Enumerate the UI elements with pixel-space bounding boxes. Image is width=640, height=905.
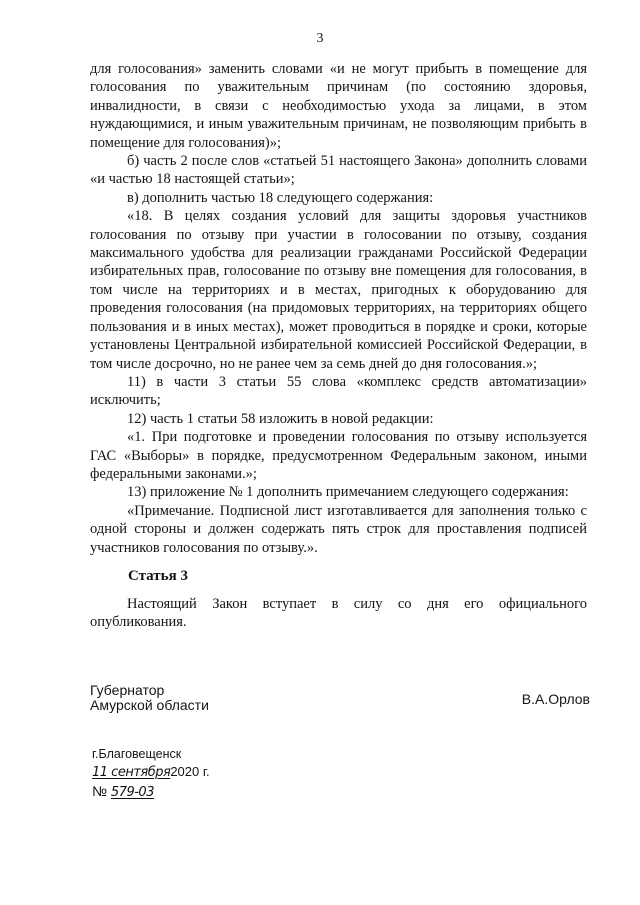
- paragraph: для голосования» заменить словами «и не могут прибыть в помещение для голосования по уважительным причинам (по состоянию здоровья, инвалидности, в связи с необходимостью ухода за лицами, в этом нуждающимися, и иным уважительным причинам, не позволяющим прибыть в помещение для голосования)»;: [90, 61, 587, 151]
- paragraph: «Примечание. Подписной лист изготавливается для заполнения только с одной стороны и должен содержать пять строк для проставления подписей участников голосования по отзыву.».: [90, 502, 587, 556]
- article-body: [90, 595, 587, 632]
- document-body: [90, 60, 587, 557]
- paragraph: «1. При подготовке и проведении голосования по отзыву используется ГАС «Выборы» в порядке, предусмотренном Федеральным законом, иными федеральными законами.»;: [90, 429, 587, 482]
- handwritten-date: 11 сентября: [92, 765, 171, 780]
- paragraph: 13) приложение № 1 дополнить примечанием следующего содержания:: [127, 484, 569, 501]
- article-heading: Статья 3: [128, 568, 188, 584]
- signature-title-line: Амурской области: [90, 697, 209, 713]
- paragraph: б) часть 2 после слов «статьей 51 настоящего Закона» дополнить словами «и частью 18 настоящей статьи»;: [90, 153, 587, 188]
- paragraph: в) дополнить частью 18 следующего содержания:: [127, 189, 434, 206]
- footer-number: [92, 782, 154, 802]
- number-prefix: №: [92, 783, 108, 799]
- footer-date: [92, 763, 210, 782]
- article-paragraph: Настоящий Закон вступает в силу со дня его официального опубликования.: [90, 596, 587, 631]
- paragraph: «18. В целях создания условий для защиты здоровья участников голосования по отзыву при участии в голосовании по отзыву, создания максимального удобства для реализации гражданами Российской Федерации избирательных прав, голосование по отзыву вне помещения для голосования, в том числе на территориях и в местах, пригодных к оборудованию для проведения голосования (на придомовых территориях, на территориях общего пользования и в иных местах), может проводиться в порядке и сроки, которые установлены Центральной избирательной комиссией Российской Федерации, в том числе досрочно, но не ранее чем за семь дней до дня голосования.»;: [90, 208, 587, 372]
- handwritten-number: 579-03: [110, 785, 154, 800]
- signature-title: [90, 683, 209, 713]
- printed-year: 2020 г.: [170, 764, 210, 779]
- signature-title-line: Губернатор: [90, 682, 165, 698]
- footer-place: г.Благовещенск: [92, 747, 182, 761]
- signature-name: В.А.Орлов: [521, 691, 590, 707]
- page-number: 3: [316, 31, 324, 46]
- paragraph: 11) в части 3 статьи 55 слова «комплекс средств автоматизации» исключить;: [90, 373, 587, 409]
- paragraph: 12) часть 1 статьи 58 изложить в новой редакции:: [127, 410, 434, 427]
